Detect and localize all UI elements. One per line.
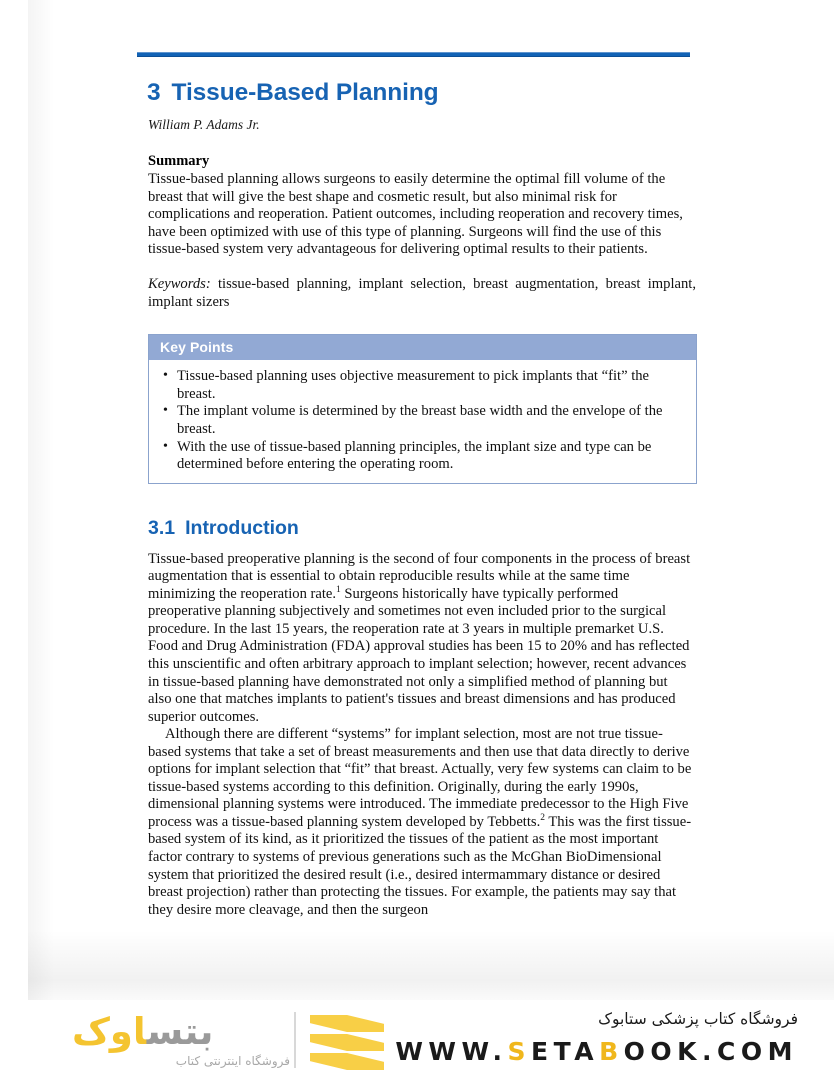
logo-divider	[294, 1012, 296, 1068]
setabook-logo	[62, 1008, 362, 1072]
chapter-top-rule	[137, 52, 690, 57]
page-title	[147, 79, 690, 107]
list-item: • The implant volume is determined by the breast base width and the envelope of the breast.	[161, 403, 684, 438]
scan-shadow-left	[28, 0, 54, 1000]
key-points-box	[148, 334, 697, 484]
url-part-eta: ETA	[531, 1037, 600, 1066]
paragraph-1-part-b: Surgeons historically have typically performed preoperative planning subjectively and sometimes not even included prior to the surgical procedure. In the last 15 years, the reoperation rate at 3 years in multiple premarket U.S. Food and Drug Administration (FDA) approval studies has been 15 to 20% and has reflected this unscientific and often arbitrary approach to implant selection; however, recent advances in tissue-based planning have demonstrated not only a simplified method of planning but also one that matches implants to patient's tissues and breast dimensions and has produced superior outcomes.	[148, 585, 690, 725]
footnote-ref-1: 1	[336, 584, 341, 595]
footer-website-url	[378, 1037, 798, 1066]
key-points-list	[161, 368, 684, 474]
chevron-stripe	[310, 1034, 384, 1051]
section-title-text: Introduction	[185, 516, 299, 539]
footnote-ref-2: 2	[540, 813, 545, 824]
keywords-line	[148, 276, 696, 311]
key-points-body	[149, 360, 696, 483]
page-content-column	[137, 52, 696, 919]
paragraph-1-part-a: Tissue-based preoperative planning is the second of four components in the process of breast augmentation that is essential to obtain reproducible results while at the same time minimizing the reoperation rate.	[148, 550, 691, 602]
section-heading	[148, 517, 690, 540]
author-byline: William P. Adams Jr.	[148, 117, 260, 132]
section-number: 3.1	[148, 516, 176, 539]
footer-tagline: فروشگاه کتاب پزشکی ستابوک	[598, 1010, 798, 1028]
list-item: • With the use of tissue-based planning principles, the implant size and type can be determined before entering the operating room.	[161, 439, 684, 474]
logo-wordmark-gray: بتس	[146, 1010, 214, 1053]
paragraph-2-part-b: This was the first tissue-based system of its kind, as it prioritized the tissues of the patient as the most important factor contrary to systems of previous generations such as the McGhan BioDimensional system that prioritized the desired result (i.e., desired intermammary distance or desired breast projection) rather than protecting the tissues. For example, the patients may say that they desire more cleavage, and then the surgeon	[148, 813, 692, 918]
url-part-ook-com: OOK.COM	[623, 1037, 798, 1066]
chapter-title-text: Tissue-Based Planning	[171, 79, 439, 106]
scan-shadow-bottom	[28, 930, 834, 1000]
url-part-b: B	[599, 1037, 624, 1066]
chapter-number: 3	[147, 79, 161, 106]
list-item: • Tissue-based planning uses objective measurement to pick implants that “fit” the breast.	[161, 368, 684, 403]
body-paragraph-1	[148, 551, 693, 726]
logo-subtitle: فروشگاه اینترنتی کتاب	[175, 1054, 290, 1068]
logo-wordmark	[72, 1010, 213, 1053]
logo-wordmark-gold: اوک	[72, 1010, 147, 1053]
chevron-stripe	[310, 1053, 384, 1070]
keywords-text: tissue-based planning, implant selection, breast augmentation, breast implant, implant sizers	[148, 275, 696, 310]
paragraph-2-part-a: Although there are different “systems” for implant selection, most are not true tissue-based systems that take a set of breast measurements and then use that data directly to derive options for implant selection that “fit” that breast. Actually, very few systems can claim to be tissue-based systems according to this definition. Originally, during the early 1990s, dimensional planning systems were introduced. The immediate predecessor to the High Five process was a tissue-based planning system developed by Tebbetts.	[148, 726, 692, 830]
summary-heading: Summary	[148, 153, 210, 169]
key-points-header: Key Points	[149, 335, 696, 360]
footer-brand-text	[378, 1010, 798, 1066]
watermark-footer	[0, 1000, 834, 1080]
url-part-www: WWW.	[395, 1037, 508, 1066]
url-part-s: S	[507, 1037, 532, 1066]
summary-paragraph: Tissue-based planning allows surgeons to easily determine the optimal fill volume of the breast that will give the best shape and cosmetic result, but also minimal risk for complications and reoperation. Patient outcomes, including reoperation and recovery times, have been optimized with use of this type of planning. Surgeons will find the use of this tissue-based system very advantageous for delivering optimal results to their patients.	[148, 171, 683, 258]
chevron-icon	[310, 1014, 384, 1070]
body-paragraph-2	[148, 726, 693, 919]
chevron-stripe	[310, 1015, 384, 1032]
keywords-label: Keywords:	[148, 275, 211, 292]
